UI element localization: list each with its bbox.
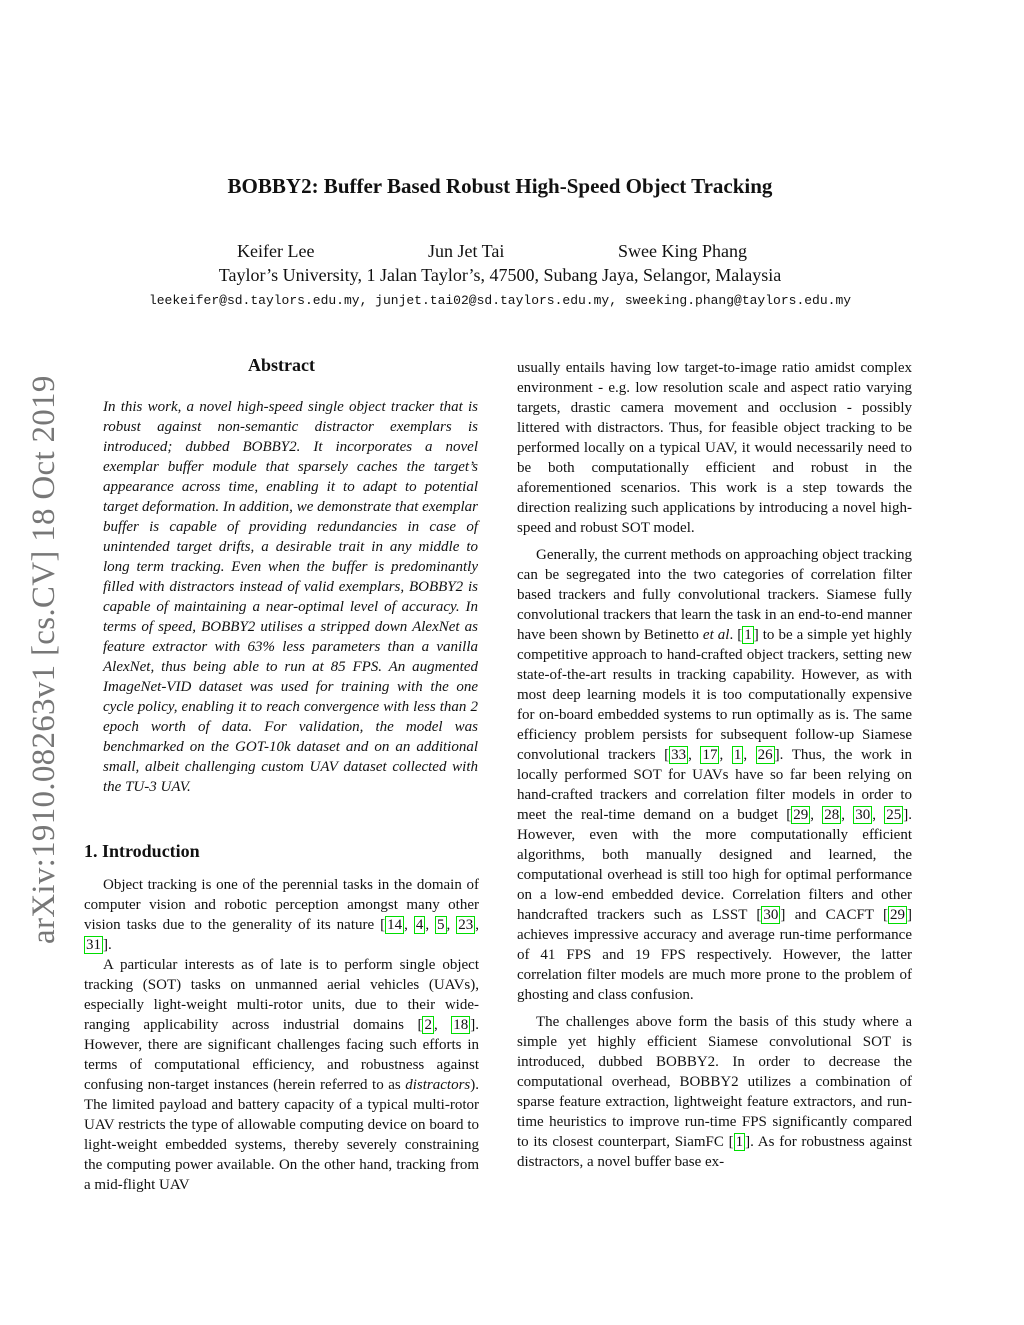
citation-link[interactable]: 2	[424, 1017, 432, 1033]
intro-paragraph-5: The challenges above form the basis of this study where a simple yet highly efficient Siamese convolutional SOT is introduced, dubbed BOBBY2. In order to decrease the computational overhead, BOBBY2 utilizes a combination of sparse feature extraction, lightweight feature extractors, and run-time heuristics to improve run-time FPS significantly compared to its closest counterpart, SiamFC [ 1 ]. As for robustness against distractors, a novel buffer base ex-	[517, 1014, 913, 1170]
paper-title: BOBBY2: Buffer Based Robust High-Speed Object Tracking	[227, 174, 773, 198]
citation-link[interactable]: 30	[855, 807, 871, 823]
affiliation: Taylor’s University, 1 Jalan Taylor’s, 47500, Subang Jaya, Selangor, Malaysia	[218, 265, 782, 285]
intro-paragraph-2: A particular interests as of late is to perform single object tracking (SOT) tasks on unmanned aerial vehicles (UAVs), especially light-weight multi-rotor units, due to their wide-ranging applicability across industrial domains [ 2 , 18 ]. However, there are significant challenges facing such efforts in terms of computational efficiency, and robustness against confusing non-target instances (herein referred to as distractors). The limited payload and battery capacity of a typical multi-rotor UAV restricts the type of allowable computing device on board to light-weight embedded systems, thereby severely constraining the computing power available. On the other hand, tracking from a mid-flight UAV	[84, 957, 479, 1193]
author-1: Keifer Lee	[237, 241, 315, 261]
citation-link[interactable]: 29	[890, 907, 906, 923]
section-heading-introduction: 1. Introduction	[84, 841, 200, 861]
citation-link[interactable]: 31	[86, 937, 101, 953]
left-column	[84, 355, 479, 1195]
right-column	[517, 358, 912, 1172]
citation-link[interactable]: 26	[757, 747, 773, 763]
author-3: Swee King Phang	[618, 241, 747, 261]
citation-link[interactable]: 1	[744, 627, 752, 643]
intro-paragraph-3: usually entails having low target-to-image ratio amidst complex environment - e.g. low resolution scale and aspect ratio varying targets, drastic camera movement and occlusion - possibly littered with distractors. Thus, for feasible object tracking to be performed locally on a typical UAV, it would necessarily need to be both computationally efficient and robust in the aforementioned scenarios. This work is a step towards the direction realizing such applications by introducing a novel high-speed and robust SOT model.	[517, 360, 912, 536]
citation-link[interactable]: 25	[886, 807, 902, 823]
intro-paragraph-1: Object tracking is one of the perennial tasks in the domain of computer vision and robotic perception amongst many other vision tasks due to the generality of its nature [ 14 , 4 , 5 , 23 , 31 ].	[84, 877, 480, 953]
citation-link[interactable]: 17	[702, 747, 718, 763]
citation-link[interactable]: 28	[824, 807, 840, 823]
citation-link[interactable]: 4	[415, 917, 424, 933]
author-list	[0, 241, 1000, 263]
citation-link[interactable]: 23	[458, 917, 474, 933]
citation-link[interactable]: 30	[763, 907, 779, 923]
arxiv-identifier: arXiv:1910.08263v1 [cs.CV] 18 Oct 2019	[26, 375, 62, 944]
abstract-text: In this work, a novel high-speed single object tracker that is robust against non-semantic distractor exemplars is introduced; dubbed BOBBY2. It incorporates a novel exemplar buffer module that sparsely caches the target’s appearance across time, enabling it to adapt to potential target deformation. In addition, we demonstrate that exemplar buffer is capable of providing redundancies in case of unintended target drifts, a desirable trait in any middle to long term tracking. Even when the buffer is predominantly filled with distractors instead of valid exemplars, BOBBY2 is capable of maintaining a near-optimal level of accuracy. In terms of speed, BOBBY2 utilises a stripped down AlexNet as feature extractor with 63% less parameters than a vanilla AlexNet, thus being able to run at 85 FPS. An augmented ImageNet-VID dataset was used for training with the one cycle policy, enabling it to reach convergence with less than 2 epoch worth of data. For validation, the model was benchmarked on the GOT-10k dataset and on an additional small, albeit challenging custom UAV dataset collected with the TU-3 UAV.	[103, 399, 478, 795]
citation-link[interactable]: 29	[793, 807, 809, 823]
citation-link[interactable]: 1	[733, 747, 742, 763]
author-2: Jun Jet Tai	[428, 241, 505, 261]
abstract-heading: Abstract	[248, 355, 315, 375]
citation-link[interactable]: 33	[671, 747, 687, 763]
author-emails: leekeifer@sd.taylors.edu.my, junjet.tai02@sd.taylors.edu.my, sweeking.phang@taylors.edu.my	[148, 293, 852, 308]
intro-paragraph-4: Generally, the current methods on approaching object tracking can be segregated into the two categories of correlation filter based trackers and fully convolutional trackers. Siamese fully convolutional trackers that learn the task in an end-to-end manner have been shown by Betinetto et al. [ 1 ] to be a simple yet highly competitive approach to hand-crafted object trackers, setting new state-of-the-art results in tracking capability. However, as with most deep learning models it is too computationally expensive for on-board embedded systems to run optimally as is. The same efficiency problem persists for subsequent follow-up Siamese convolutional trackers [ 33 , 17 , 1 , 26 ]. Thus, the work in locally performed SOT for UAVs have so far been relying on hand-crafted trackers and correlation filter models in order to meet the real-time demand on a budget [ 29 , 28 , 30 , 25 ]. However, even with the more computationally efficient algorithms, both manually designed and learned, the computational overhead is still too high for optimal performance on a low-end embedded device. Correlation filters and other handcrafted trackers such as LSST [ 30 ] and CACFT [ 29 ] achieves impressive accuracy and average run-time performance of 41 FPS and 19 FPS respectively. However, the latter correlation filter models are much more prone to the problem of ghosting and class confusion.	[517, 547, 913, 1003]
abstract	[84, 397, 479, 797]
citation-link[interactable]: 14	[387, 917, 403, 933]
citation-link[interactable]: 18	[453, 1017, 469, 1033]
citation-link[interactable]: 5	[437, 917, 445, 933]
citation-link[interactable]: 1	[735, 1134, 744, 1150]
